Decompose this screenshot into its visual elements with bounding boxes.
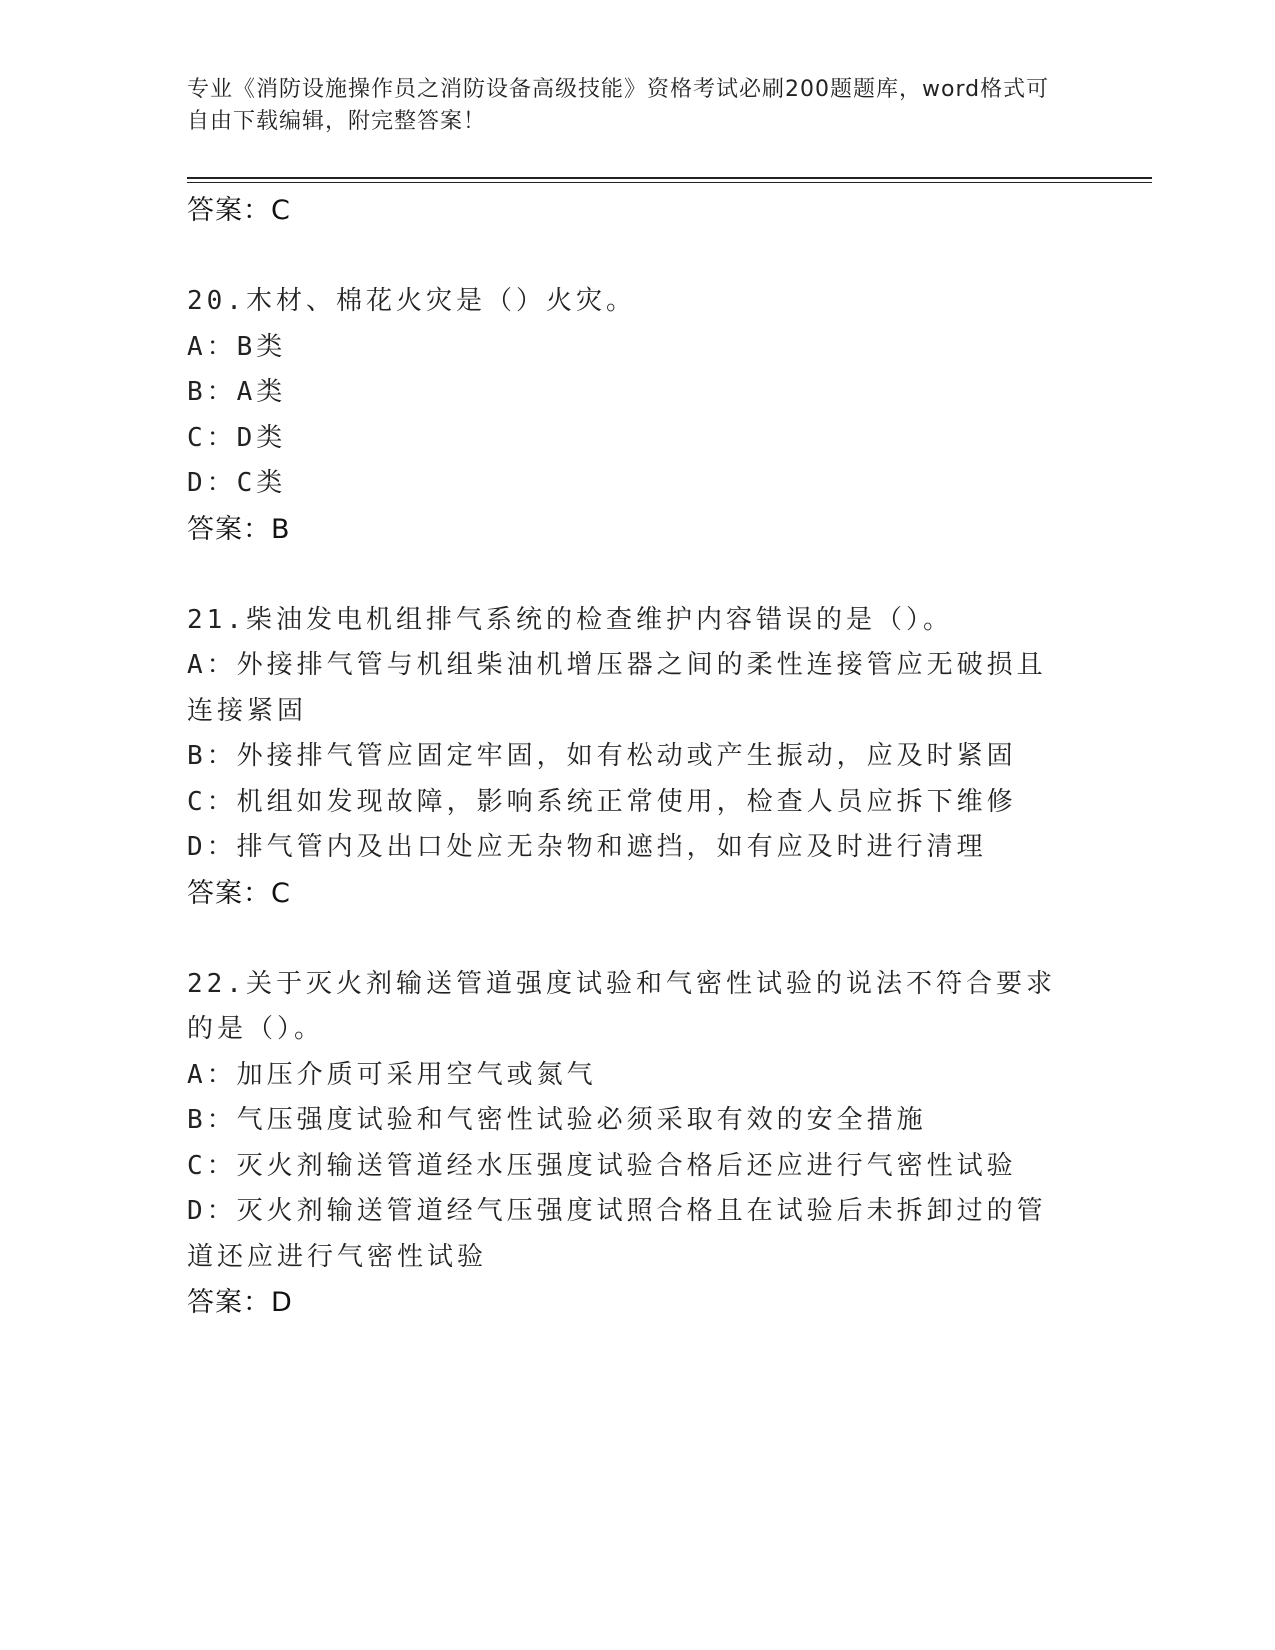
- question-text: 21.柴油发电机组排气系统的检查维护内容错误的是（）。: [187, 604, 953, 635]
- option-d: D：灭火剂输送管道经气压强度试照合格且在试验后未拆卸过的管道还应进行气密性试验: [187, 1196, 1047, 1272]
- question-text: 20.木材、棉花火灾是（）火灾。: [187, 286, 636, 316]
- answer-line: 答案：C: [187, 877, 291, 909]
- option-c: C：灭火剂输送管道经水压强度试验合格后还应进行气密性试验: [187, 1150, 1017, 1181]
- option-b: B：A类: [187, 377, 287, 407]
- option-b: B：气压强度试验和气密性试验必须采取有效的安全措施: [187, 1105, 927, 1135]
- document-header: 专业《消防设施操作员之消防设备高级技能》资格考试必刷200题题库，word格式可自由下载编辑，附完整答案！: [187, 77, 1050, 134]
- option-b: B：外接排气管应固定牢固，如有松动或产生振动，应及时紧固: [187, 741, 1017, 771]
- question-list: [187, 188, 1067, 1326]
- answer-line: 答案：C: [187, 195, 291, 226]
- option-d: D：排气管内及出口处应无杂物和遮挡，如有应及时进行清理: [187, 832, 987, 862]
- option-a: A：加压介质可采用空气或氮气: [187, 1059, 597, 1090]
- header-divider: [187, 177, 1152, 179]
- question-text: 22.关于灭火剂输送管道强度试验和气密性试验的说法不符合要求的是（）。: [187, 968, 1056, 1044]
- answer-line: 答案：B: [187, 513, 291, 545]
- question-item: [187, 279, 1067, 553]
- option-a: A：B类: [187, 331, 287, 362]
- question-item: [187, 598, 1067, 917]
- question-item: [187, 962, 1067, 1327]
- option-c: C：D类: [187, 422, 287, 453]
- option-d: D：C类: [187, 468, 287, 498]
- option-c: C：机组如发现故障，影响系统正常使用，检查人员应拆下维修: [187, 786, 1017, 817]
- option-a: A：外接排气管与机组柴油机增压器之间的柔性连接管应无破损且连接紧固: [187, 650, 1047, 726]
- answer-line: 答案：D: [187, 1287, 293, 1318]
- header-divider-thin: [187, 182, 1152, 183]
